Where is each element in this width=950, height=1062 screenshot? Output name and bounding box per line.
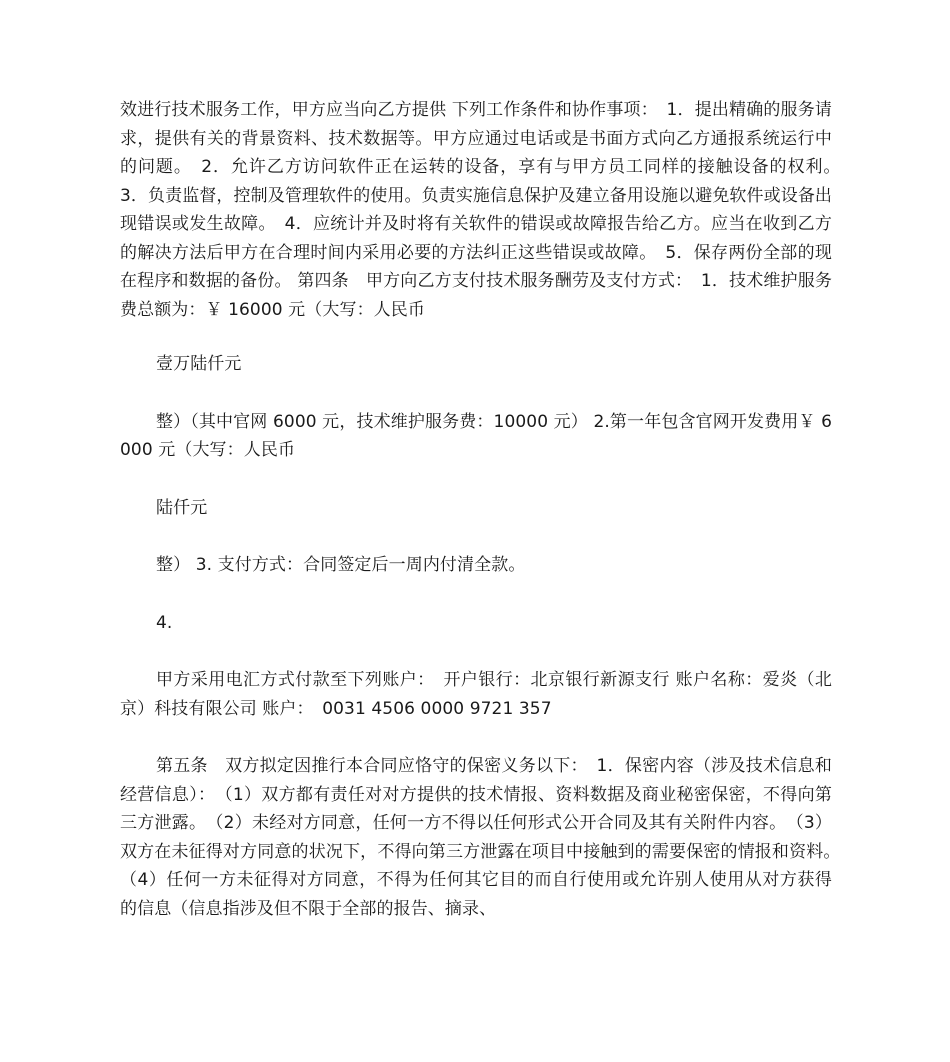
- paragraph-service-conditions: 效进行技术服务工作，甲方应当向乙方提供 下列工作条件和协作事项： 1．提出精确的服务请求，提供有关的背景资料、技术数据等。甲方应通过电话或是书面方式向乙方通报系统运行中的问题。 2．允许乙方访问软件正在运转的设备，享有与甲方员工同样的接触设备的权利。 3．负责监督，控制及管理软件的使用。负责实施信息保护及建立备用设施以避免软件或设备出现错误或发生故障。 4．应统计并及时将有关软件的错误或故障报告给乙方。应当在收到乙方的解决方法后甲方在合理时间内采用必要的方法纠正这些错误或故障。 5．保存两份全部的现在程序和数据的备份。 第四条 甲方向乙方支付技术服务酬劳及支付方式： 1．技术维护服务费总额为：￥ 16000 元（大写：人民币: [120, 100, 850, 320]
- paragraph-fee-breakdown: 整）（其中官网 6000 元，技术维护服务费：10000 元） 2.第一年包含官网开发费用￥ 6000 元（大写：人民币: [120, 411, 832, 460]
- document-page: [120, 96, 850, 923]
- paragraph-amount-words-2: 陆仟元: [156, 497, 208, 518]
- paragraph-payment-method: 整） 3. 支付方式：合同签定后一周内付清全款。: [156, 555, 526, 575]
- paragraph-confidentiality: 第五条 双方拟定因推行本合同应恪守的保密义务以下： 1．保密内容（涉及技术信息和经营信息）： （1）双方都有责任对对方提供的技术情报、资料数据及商业秘密保密，不得向第三方泄露。 （2）未经对方同意，任何一方不得以任何形式公开合同及其有关附件内容。 （3）双方在未征得对方同意的状况下，不得向第三方泄露在项目中接触到的需要保密的情报和资料。 （4）任何一方未征得对方同意，不得为任何其它目的而自行使用或允许别人使用从对方获得的信息（信息指涉及但不限于全部的报告、摘录、: [120, 756, 850, 919]
- paragraph-amount-words-1: 壹万陆仟元: [156, 354, 242, 374]
- paragraph-bank-account: 甲方采用电汇方式付款至下列账户： 开户银行：北京银行新源支行 账户名称：爱炎（北京）科技有限公司 账户： 0031 4506 0000 9721 357: [120, 670, 832, 719]
- paragraph-item-4: 4.: [156, 612, 173, 633]
